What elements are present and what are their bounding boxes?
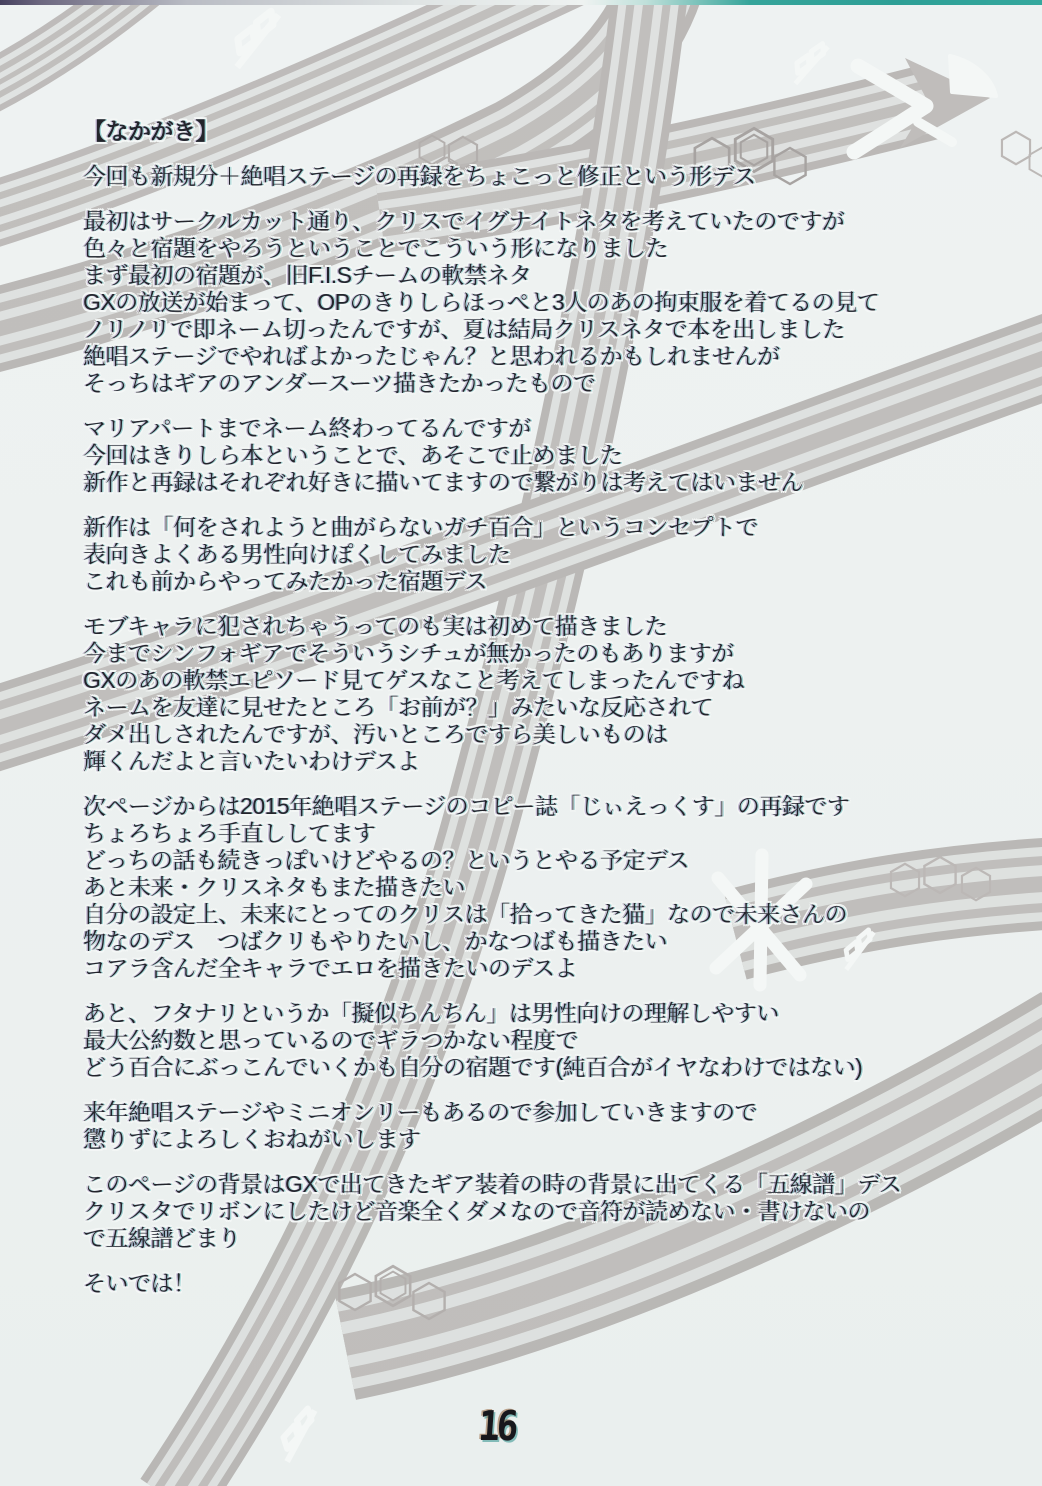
paragraph: [83, 793, 983, 982]
paragraph: [83, 613, 983, 775]
text-line: 表向きよくある男性向けぽくしてみました: [83, 541, 511, 567]
text-line: あと未来・クリスネタもまた描きたい: [83, 874, 466, 900]
text-line: ノリノリで即ネーム切ったんですが、夏は結局クリスネタで本を出しました: [83, 316, 845, 342]
text-line: ダメ出しされたんですが、汚いところですら美しいものは: [83, 721, 668, 747]
text-line: 自分の設定上、未来にとってのクリスは「拾ってきた猫」なので未来さんの: [83, 901, 848, 927]
text-line: そっちはギアのアンダースーツ描きたかったもので: [83, 370, 596, 396]
text-line: 次ページからは2015年絶唱ステージのコピー誌「じぃえっくす」の再録です: [83, 793, 850, 819]
text-line: GXのあの軟禁エピソード見てゲスなこと考えてしまったんですね: [83, 667, 745, 693]
text-line: どう百合にぶっこんでいくかも自分の宿題です(純百合がイヤなわけではない): [83, 1054, 863, 1080]
paragraphs: [83, 163, 983, 1297]
text-line: まず最初の宿題が、旧F.I.Sチームの軟禁ネタ: [83, 262, 532, 288]
note-mark-icon: [274, 1407, 328, 1462]
paragraph: [83, 1099, 983, 1153]
text-line: 物なのデス つばクリもやりたいし、かなつばも描きたい: [83, 928, 668, 954]
text-line: 新作は「何をされようと曲がらないガチ百合」というコンセプトで: [83, 514, 758, 540]
hexagon-cluster-icon: [1002, 132, 1042, 177]
page-title: 【なかがき】: [83, 118, 218, 144]
ribbon-top-left-small: [0, 0, 155, 95]
paragraph: [83, 1000, 983, 1081]
text-line: クリスタでリボンにしたけど音楽全くダメなので音符が読めない・書けないの: [83, 1198, 871, 1224]
note-mark-icon: [230, 10, 285, 67]
text-line: 新作と再録はそれぞれ好きに描いてますので繋がりは考えてはいません: [83, 469, 803, 495]
text-line: モブキャラに犯されちゃうってのも実は初めて描きました: [83, 613, 668, 639]
text-line: 輝くんだよと言いたいわけデスよ: [83, 748, 420, 774]
text-line: あと、フタナリというか「擬似ちんちん」は男性向けの理解しやすい: [83, 1000, 779, 1026]
scan-edge-strip: [0, 0, 1042, 5]
text-line: これも前からやってみたかった宿題デス: [83, 568, 488, 594]
text-line: どっちの話も続きっぽいけどやるの？というとやる予定デス: [83, 847, 690, 873]
text-line: 絶唱ステージでやればよかったじゃん？と思われるかもしれませんが: [83, 343, 780, 369]
text-line: 来年絶唱ステージやミニオンリーもあるので参加していきますので: [83, 1099, 758, 1125]
text-line: 今回も新規分＋絶唱ステージの再録をちょこっと修正という形デス: [83, 163, 756, 189]
afterword-text: [83, 118, 983, 1315]
paragraph: [83, 514, 983, 595]
text-line: 今回はきりしら本ということで、あそこで止めました: [83, 442, 623, 468]
text-line: GXの放送が始まって、OPのきりしらほっぺと3人のあの拘束服を着てるの見て: [83, 289, 880, 315]
text-line: で五線譜どまり: [83, 1225, 241, 1251]
text-line: コアラ含んだ全キャラでエロを描きたいのデスよ: [83, 955, 578, 981]
paragraph: [83, 1171, 983, 1252]
text-line: ちょろちょろ手直ししてます: [83, 820, 376, 846]
paragraph: [83, 415, 983, 496]
text-line: そいでは！: [83, 1270, 196, 1296]
text-line: 最初はサークルカット通り、クリスでイグナイトネタを考えていたのですが: [83, 208, 845, 234]
text-line: ネームを友達に見せたところ「お前が？」みたいな反応されて: [83, 694, 713, 720]
text-line: マリアパートまでネーム終わってるんですが: [83, 415, 531, 441]
paragraph: [83, 163, 983, 190]
arrow-fin-icon: [950, 56, 996, 96]
note-mark-icon: [792, 43, 831, 83]
text-line: このページの背景はGXで出てきたギア装着の時の背景に出てくる「五線譜」デス: [83, 1171, 902, 1197]
text-line: 懲りずによろしくおねがいします: [83, 1126, 421, 1152]
paragraph: [83, 1270, 983, 1297]
paragraph: [83, 208, 983, 397]
text-line: 最大公約数と思っているのでギラつかない程度で: [83, 1027, 578, 1053]
page-number: 16: [476, 1402, 517, 1450]
text-line: 今までシンフォギアでそういうシチュが無かったのもありますが: [83, 640, 734, 666]
text-line: 色々と宿題をやろうということでこういう形になりました: [83, 235, 668, 261]
